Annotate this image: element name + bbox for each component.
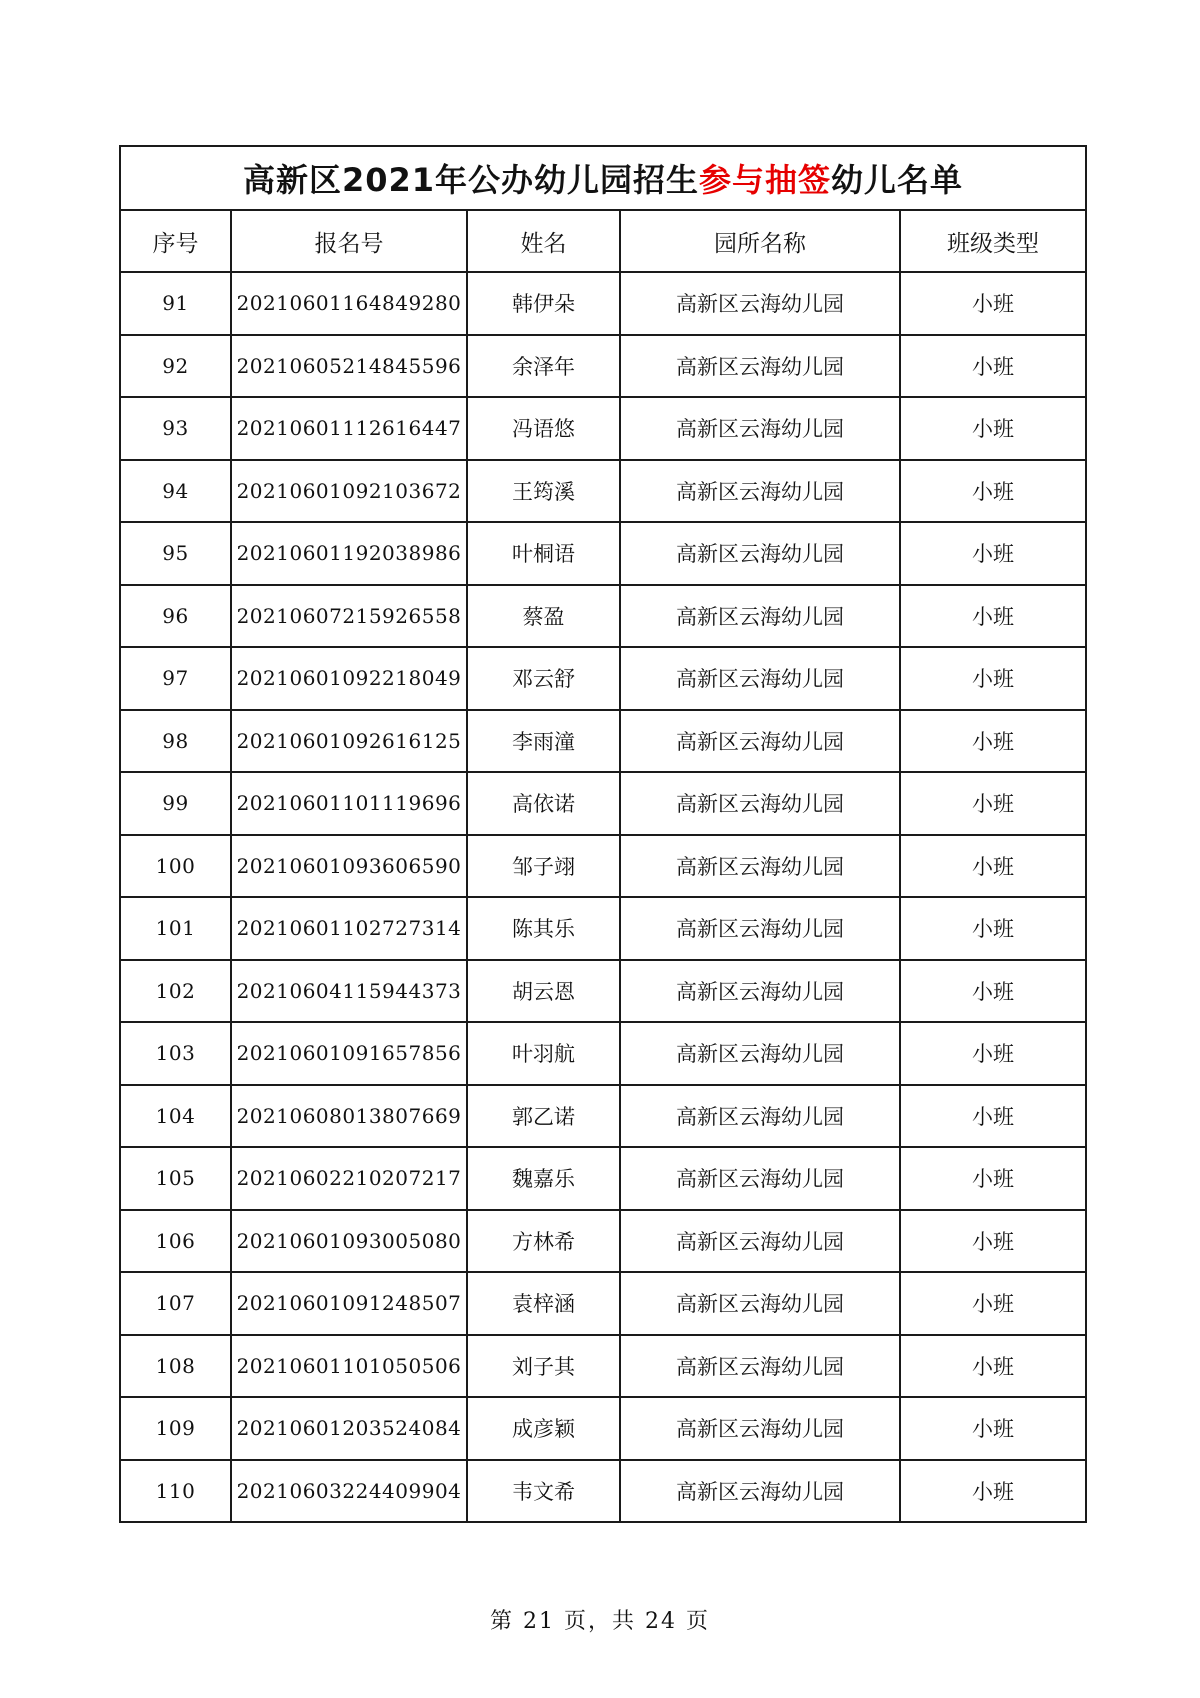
cell-name: 方林希 bbox=[467, 1210, 620, 1273]
cell-registration-number: 20210607215926558 bbox=[231, 585, 467, 648]
cell-name: 冯语悠 bbox=[467, 397, 620, 460]
cell-registration-number: 20210601092103672 bbox=[231, 460, 467, 523]
cell-index: 95 bbox=[121, 522, 231, 585]
cell-index: 106 bbox=[121, 1210, 231, 1273]
table-row bbox=[121, 397, 1085, 460]
cell-kindergarten: 高新区云海幼儿园 bbox=[620, 1460, 900, 1522]
cell-class-type: 小班 bbox=[900, 1085, 1085, 1148]
cell-index: 99 bbox=[121, 772, 231, 835]
cell-index: 107 bbox=[121, 1272, 231, 1335]
header-class-type: 班级类型 bbox=[900, 211, 1085, 272]
table-row bbox=[121, 710, 1085, 773]
cell-name: 韩伊朵 bbox=[467, 272, 620, 335]
table-row bbox=[121, 1210, 1085, 1273]
cell-registration-number: 20210601164849280 bbox=[231, 272, 467, 335]
cell-class-type: 小班 bbox=[900, 710, 1085, 773]
cell-index: 94 bbox=[121, 460, 231, 523]
cell-kindergarten: 高新区云海幼儿园 bbox=[620, 1210, 900, 1273]
cell-kindergarten: 高新区云海幼儿园 bbox=[620, 1335, 900, 1398]
cell-index: 92 bbox=[121, 335, 231, 398]
header-registration-number: 报名号 bbox=[231, 211, 467, 272]
cell-class-type: 小班 bbox=[900, 835, 1085, 898]
cell-kindergarten: 高新区云海幼儿园 bbox=[620, 1397, 900, 1460]
table-row bbox=[121, 1085, 1085, 1148]
header-kindergarten: 园所名称 bbox=[620, 211, 900, 272]
cell-index: 93 bbox=[121, 397, 231, 460]
cell-class-type: 小班 bbox=[900, 522, 1085, 585]
table-row bbox=[121, 1147, 1085, 1210]
cell-kindergarten: 高新区云海幼儿园 bbox=[620, 397, 900, 460]
title-part-1: 高新区2021年公办幼儿园招生 bbox=[242, 161, 700, 199]
cell-kindergarten: 高新区云海幼儿园 bbox=[620, 1022, 900, 1085]
table-row bbox=[121, 1335, 1085, 1398]
cell-name: 郭乙诺 bbox=[467, 1085, 620, 1148]
header-row bbox=[121, 211, 1085, 272]
table-row bbox=[121, 897, 1085, 960]
cell-kindergarten: 高新区云海幼儿园 bbox=[620, 272, 900, 335]
cell-kindergarten: 高新区云海幼儿园 bbox=[620, 710, 900, 773]
table-row bbox=[121, 522, 1085, 585]
cell-kindergarten: 高新区云海幼儿园 bbox=[620, 460, 900, 523]
cell-name: 余泽年 bbox=[467, 335, 620, 398]
cell-kindergarten: 高新区云海幼儿园 bbox=[620, 335, 900, 398]
cell-registration-number: 20210602210207217 bbox=[231, 1147, 467, 1210]
cell-name: 胡云恩 bbox=[467, 960, 620, 1023]
cell-kindergarten: 高新区云海幼儿园 bbox=[620, 647, 900, 710]
cell-name: 成彦颖 bbox=[467, 1397, 620, 1460]
header-index: 序号 bbox=[121, 211, 231, 272]
cell-index: 98 bbox=[121, 710, 231, 773]
cell-name: 刘子其 bbox=[467, 1335, 620, 1398]
enrollment-list-table bbox=[119, 145, 1087, 1523]
table-row bbox=[121, 272, 1085, 335]
cell-registration-number: 20210601091248507 bbox=[231, 1272, 467, 1335]
cell-name: 邓云舒 bbox=[467, 647, 620, 710]
cell-kindergarten: 高新区云海幼儿园 bbox=[620, 585, 900, 648]
cell-registration-number: 20210608013807669 bbox=[231, 1085, 467, 1148]
table-row bbox=[121, 1022, 1085, 1085]
cell-name: 袁梓涵 bbox=[467, 1272, 620, 1335]
table-row bbox=[121, 585, 1085, 648]
cell-registration-number: 20210604115944373 bbox=[231, 960, 467, 1023]
cell-registration-number: 20210603224409904 bbox=[231, 1460, 467, 1522]
cell-class-type: 小班 bbox=[900, 460, 1085, 523]
cell-index: 105 bbox=[121, 1147, 231, 1210]
cell-kindergarten: 高新区云海幼儿园 bbox=[620, 1272, 900, 1335]
cell-name: 李雨潼 bbox=[467, 710, 620, 773]
cell-name: 蔡盈 bbox=[467, 585, 620, 648]
cell-index: 104 bbox=[121, 1085, 231, 1148]
cell-registration-number: 20210601101119696 bbox=[231, 772, 467, 835]
cell-name: 王筠溪 bbox=[467, 460, 620, 523]
cell-kindergarten: 高新区云海幼儿园 bbox=[620, 897, 900, 960]
cell-index: 102 bbox=[121, 960, 231, 1023]
cell-class-type: 小班 bbox=[900, 1397, 1085, 1460]
cell-class-type: 小班 bbox=[972, 1479, 1014, 1504]
page-footer: 第 21 页，共 24 页 bbox=[490, 1609, 710, 1634]
cell-class-type: 小班 bbox=[900, 335, 1085, 398]
table-row bbox=[121, 772, 1085, 835]
cell-registration-number: 20210601203524084 bbox=[231, 1397, 467, 1460]
cell-index: 110 bbox=[121, 1460, 231, 1522]
cell-kindergarten: 高新区云海幼儿园 bbox=[620, 960, 900, 1023]
student-table bbox=[121, 211, 1085, 1521]
cell-class-type: 小班 bbox=[900, 1147, 1085, 1210]
cell-registration-number: 20210601092616125 bbox=[231, 710, 467, 773]
cell-name: 高依诺 bbox=[467, 772, 620, 835]
table-row bbox=[121, 1397, 1085, 1460]
cell-class-type: 小班 bbox=[900, 647, 1085, 710]
cell-index: 108 bbox=[121, 1335, 231, 1398]
header-name: 姓名 bbox=[467, 211, 620, 272]
cell-class-type: 小班 bbox=[900, 1210, 1085, 1273]
cell-name: 邹子翊 bbox=[467, 835, 620, 898]
cell-name: 韦文希 bbox=[467, 1460, 620, 1522]
cell-name: 叶羽航 bbox=[467, 1022, 620, 1085]
cell-registration-number: 20210605214845596 bbox=[231, 335, 467, 398]
cell-class-type: 小班 bbox=[900, 897, 1085, 960]
cell-kindergarten: 高新区云海幼儿园 bbox=[620, 835, 900, 898]
cell-index: 101 bbox=[121, 897, 231, 960]
cell-name: 叶桐语 bbox=[467, 522, 620, 585]
cell-class-type: 小班 bbox=[900, 1335, 1085, 1398]
table-row bbox=[121, 335, 1085, 398]
cell-class-type: 小班 bbox=[900, 272, 1085, 335]
table-row bbox=[121, 1272, 1085, 1335]
cell-class-type: 小班 bbox=[900, 772, 1085, 835]
cell-index: 100 bbox=[121, 835, 231, 898]
cell-index: 103 bbox=[121, 1022, 231, 1085]
table-row bbox=[121, 835, 1085, 898]
cell-class-type: 小班 bbox=[900, 1022, 1085, 1085]
cell-registration-number: 20210601093606590 bbox=[231, 835, 467, 898]
cell-registration-number: 20210601093005080 bbox=[231, 1210, 467, 1273]
table-row bbox=[121, 647, 1085, 710]
cell-registration-number: 20210601192038986 bbox=[231, 522, 467, 585]
title-part-2: 幼儿名单 bbox=[831, 161, 964, 199]
cell-name: 陈其乐 bbox=[467, 897, 620, 960]
table-row bbox=[121, 1460, 1085, 1522]
cell-kindergarten: 高新区云海幼儿园 bbox=[620, 1147, 900, 1210]
cell-kindergarten: 高新区云海幼儿园 bbox=[620, 522, 900, 585]
table-title bbox=[121, 147, 1085, 211]
cell-registration-number: 20210601112616447 bbox=[231, 397, 467, 460]
cell-index: 109 bbox=[121, 1397, 231, 1460]
cell-kindergarten: 高新区云海幼儿园 bbox=[620, 772, 900, 835]
cell-class-type: 小班 bbox=[900, 960, 1085, 1023]
cell-registration-number: 20210601091657856 bbox=[231, 1022, 467, 1085]
table-row bbox=[121, 960, 1085, 1023]
cell-index: 91 bbox=[121, 272, 231, 335]
cell-class-type: 小班 bbox=[900, 585, 1085, 648]
cell-index: 96 bbox=[121, 585, 231, 648]
cell-name: 魏嘉乐 bbox=[467, 1147, 620, 1210]
cell-registration-number: 20210601092218049 bbox=[231, 647, 467, 710]
title-highlight: 参与抽签 bbox=[699, 161, 832, 199]
cell-class-type: 小班 bbox=[900, 397, 1085, 460]
cell-registration-number: 20210601101050506 bbox=[231, 1335, 467, 1398]
cell-registration-number: 20210601102727314 bbox=[231, 897, 467, 960]
table-row bbox=[121, 460, 1085, 523]
cell-index: 97 bbox=[121, 647, 231, 710]
cell-kindergarten: 高新区云海幼儿园 bbox=[620, 1085, 900, 1148]
cell-class-type: 小班 bbox=[900, 1272, 1085, 1335]
